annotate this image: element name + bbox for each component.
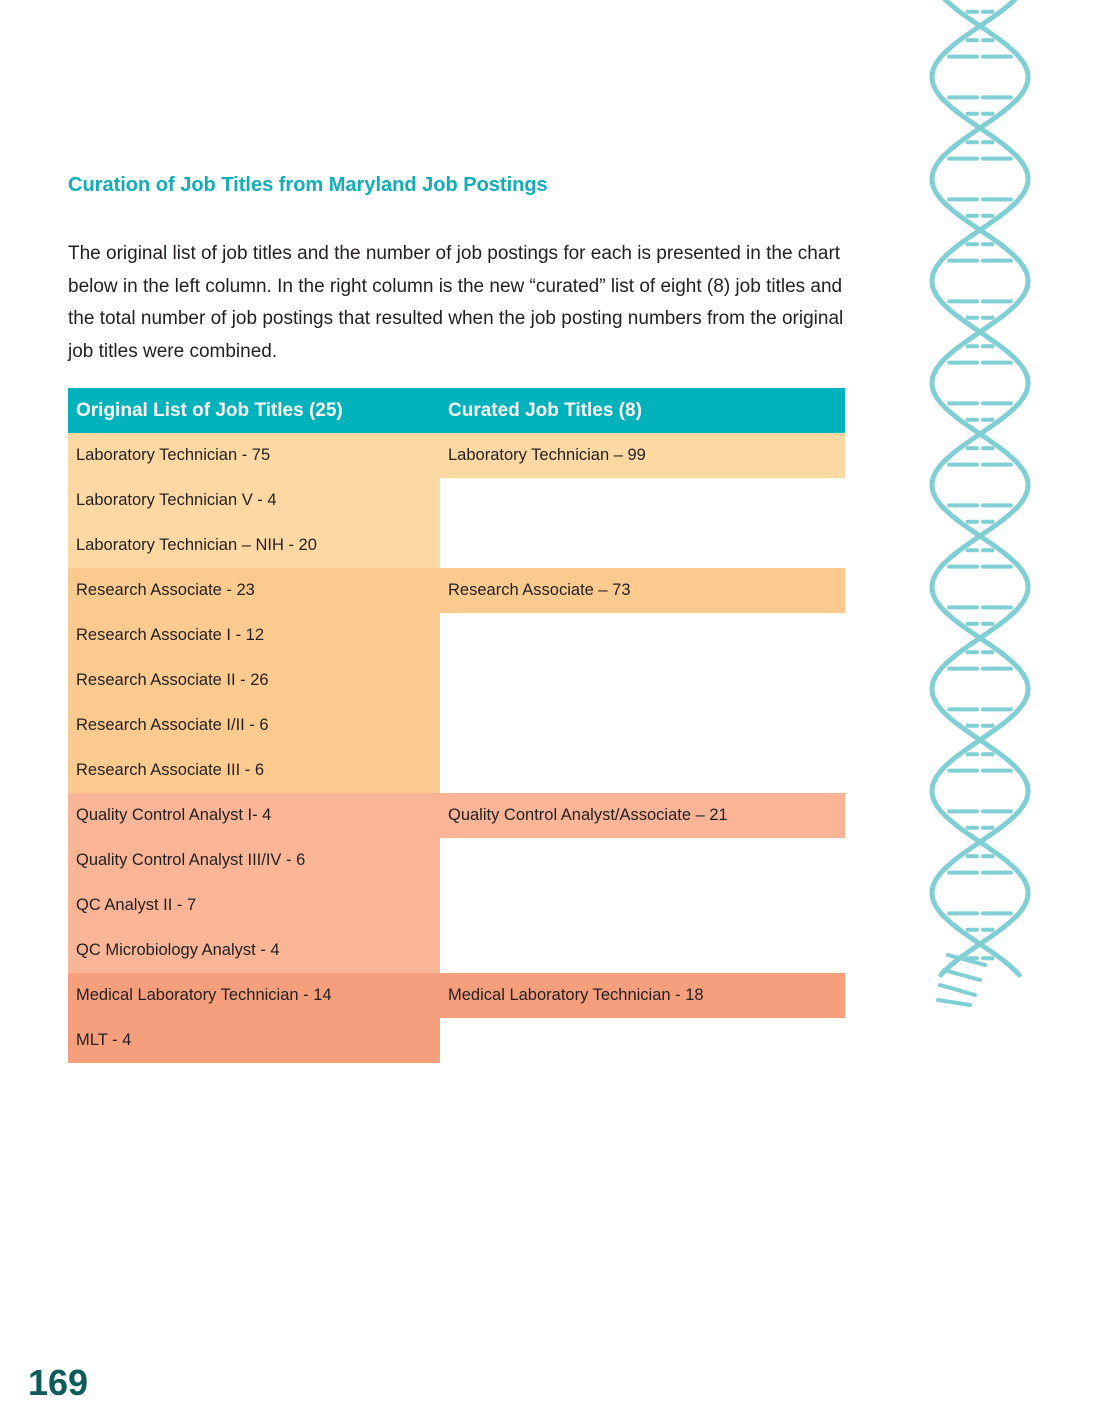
- original-title-cell: QC Microbiology Analyst - 4: [68, 928, 440, 973]
- table-body: [68, 433, 845, 1063]
- table-row: [68, 928, 845, 973]
- table-row: [68, 793, 845, 838]
- curated-title-cell: Research Associate – 73: [440, 568, 845, 613]
- empty-cell: [440, 478, 845, 523]
- empty-cell: [440, 613, 845, 658]
- table-row: [68, 658, 845, 703]
- original-title-cell: QC Analyst II - 7: [68, 883, 440, 928]
- empty-cell: [440, 658, 845, 703]
- original-title-cell: Laboratory Technician V - 4: [68, 478, 440, 523]
- original-title-cell: Quality Control Analyst I- 4: [68, 793, 440, 838]
- original-title-cell: Research Associate III - 6: [68, 748, 440, 793]
- curated-title-cell: Quality Control Analyst/Associate – 21: [440, 793, 845, 838]
- table-row: [68, 1018, 845, 1063]
- table-row: [68, 433, 845, 478]
- page-number: 169: [28, 1362, 89, 1403]
- empty-cell: [440, 883, 845, 928]
- empty-cell: [440, 703, 845, 748]
- original-title-cell: Research Associate I - 12: [68, 613, 440, 658]
- curated-title-cell: Medical Laboratory Technician - 18: [440, 973, 845, 1018]
- empty-cell: [440, 928, 845, 973]
- empty-cell: [440, 1018, 845, 1063]
- table-row: [68, 703, 845, 748]
- table-header-row: [68, 388, 845, 433]
- original-title-cell: Quality Control Analyst III/IV - 6: [68, 838, 440, 883]
- table-row: [68, 883, 845, 928]
- empty-cell: [440, 838, 845, 883]
- intro-paragraph: The original list of job titles and the number of job postings for each is presented in the chart below in the left column. In the right column is the new “curated” list of eight (8) job titles and the total number of job postings that resulted when the job posting numbers from the original job titles were combined.: [68, 243, 844, 362]
- table-row: [68, 973, 845, 1018]
- original-title-cell: Research Associate - 23: [68, 568, 440, 613]
- table-row: [68, 613, 845, 658]
- table-row: [68, 838, 845, 883]
- original-title-cell: Research Associate I/II - 6: [68, 703, 440, 748]
- table-row: [68, 568, 845, 613]
- original-title-cell: Research Associate II - 26: [68, 658, 440, 703]
- section-heading: Curation of Job Titles from Maryland Job Postings: [68, 174, 548, 196]
- job-titles-table: [68, 388, 845, 1063]
- header-curated: Curated Job Titles (8): [440, 388, 845, 433]
- curated-title-cell: Laboratory Technician – 99: [440, 433, 845, 478]
- header-original: Original List of Job Titles (25): [68, 388, 440, 433]
- original-title-cell: Laboratory Technician - 75: [68, 433, 440, 478]
- original-title-cell: Laboratory Technician – NIH - 20: [68, 523, 440, 568]
- empty-cell: [440, 748, 845, 793]
- original-title-cell: MLT - 4: [68, 1018, 440, 1063]
- table-row: [68, 523, 845, 568]
- dna-helix-icon: [920, 0, 1040, 1010]
- table-row: [68, 748, 845, 793]
- original-title-cell: Medical Laboratory Technician - 14: [68, 973, 440, 1018]
- empty-cell: [440, 523, 845, 568]
- table-row: [68, 478, 845, 523]
